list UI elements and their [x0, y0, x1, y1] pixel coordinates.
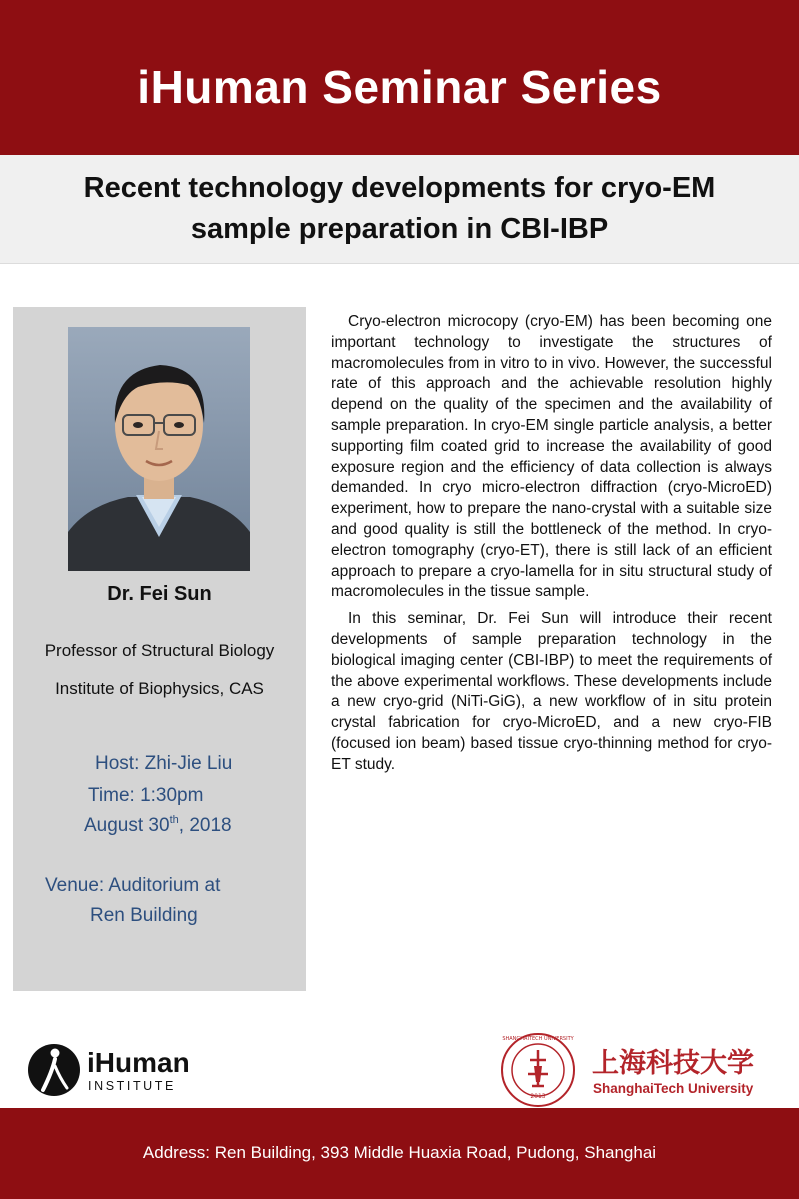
time-text: Time: 1:30pm — [88, 785, 204, 806]
seal-ring-text: SHANGHAITECH UNIVERSITY — [502, 1036, 574, 1042]
series-title: iHuman Seminar Series — [137, 61, 662, 113]
talk-title-line-2: sample preparation in CBI-IBP — [190, 213, 609, 245]
header-banner — [0, 0, 799, 155]
speaker-title: Professor of Structural Biology — [44, 641, 275, 660]
address-text: Address: Ren Building, 393 Middle Huaxia Road, Pudong, Shanghai — [142, 1143, 657, 1162]
ihuman-logo-sub: INSTITUTE — [88, 1079, 176, 1093]
speaker-affiliation: Institute of Biophysics, CAS — [55, 679, 264, 698]
abstract-paragraph-1: Cryo-electron microcopy (cryo-EM) has been becoming one important technology to investigate the structures of macromolecules from in vitro to in vivo. However, the successful rate of this approach and the achievable resolution highly depend on the quality of the specimen and the availability of sample preparation. In cryo-EM single particle analysis, a better supporting film coated grid to increase the availability of good exposure region and the efficiency of data collection is always demanded. In cryo micro-electron diffraction (cryo-MicroED) experiment, how to prepare the nano-crystal with a suitable size and good quality is still the bottleneck of the method. In cryo-electron tomography (cryo-ET), there is still lack of an efficient approach to prepare a cryo-lamella for in situ structural study of macromolecules in the tissue sample. — [331, 313, 772, 601]
shanghaitech-logo — [500, 1030, 770, 1110]
ihuman-logo-name: iHuman — [87, 1047, 190, 1078]
host-text: Host: Zhi-Jie Liu — [95, 753, 233, 774]
venue-line-1: Venue: Auditorium at — [45, 875, 221, 896]
abstract-paragraph-2: In this seminar, Dr. Fei Sun will introduce their recent developments of sample preparation technology in the biological imaging center (CBI-IBP) to meet the requirements of the above experimental workflows. These developments include a new cryo-grid (NiTi-GiG), a new workflow of in situ protein crystal fabrication for cryo-MicroED, and a new cryo-FIB (focused ion beam) based tissue cryo-thinning method for cryo-ET study. — [331, 610, 772, 773]
date-suffix-sup: th — [169, 814, 179, 826]
date-text — [84, 815, 232, 837]
abstract — [331, 312, 772, 782]
talk-title-line-1: Recent technology developments for cryo-EM — [83, 172, 716, 204]
talk-title-band — [0, 155, 799, 264]
shanghaitech-cn-name: 上海科技大学 — [592, 1048, 754, 1079]
venue-line-2: Ren Building — [90, 905, 198, 926]
date-year: , 2018 — [178, 815, 232, 836]
date-prefix: August 30 — [84, 815, 170, 836]
speaker-photo — [68, 327, 250, 571]
ihuman-logo — [27, 1040, 207, 1100]
seal-year: 2013 — [530, 1093, 546, 1100]
speaker-panel — [13, 307, 306, 991]
shanghaitech-en-name: ShanghaiTech University — [593, 1081, 754, 1096]
footer-banner — [0, 1108, 799, 1199]
speaker-name: Dr. Fei Sun — [107, 583, 212, 605]
